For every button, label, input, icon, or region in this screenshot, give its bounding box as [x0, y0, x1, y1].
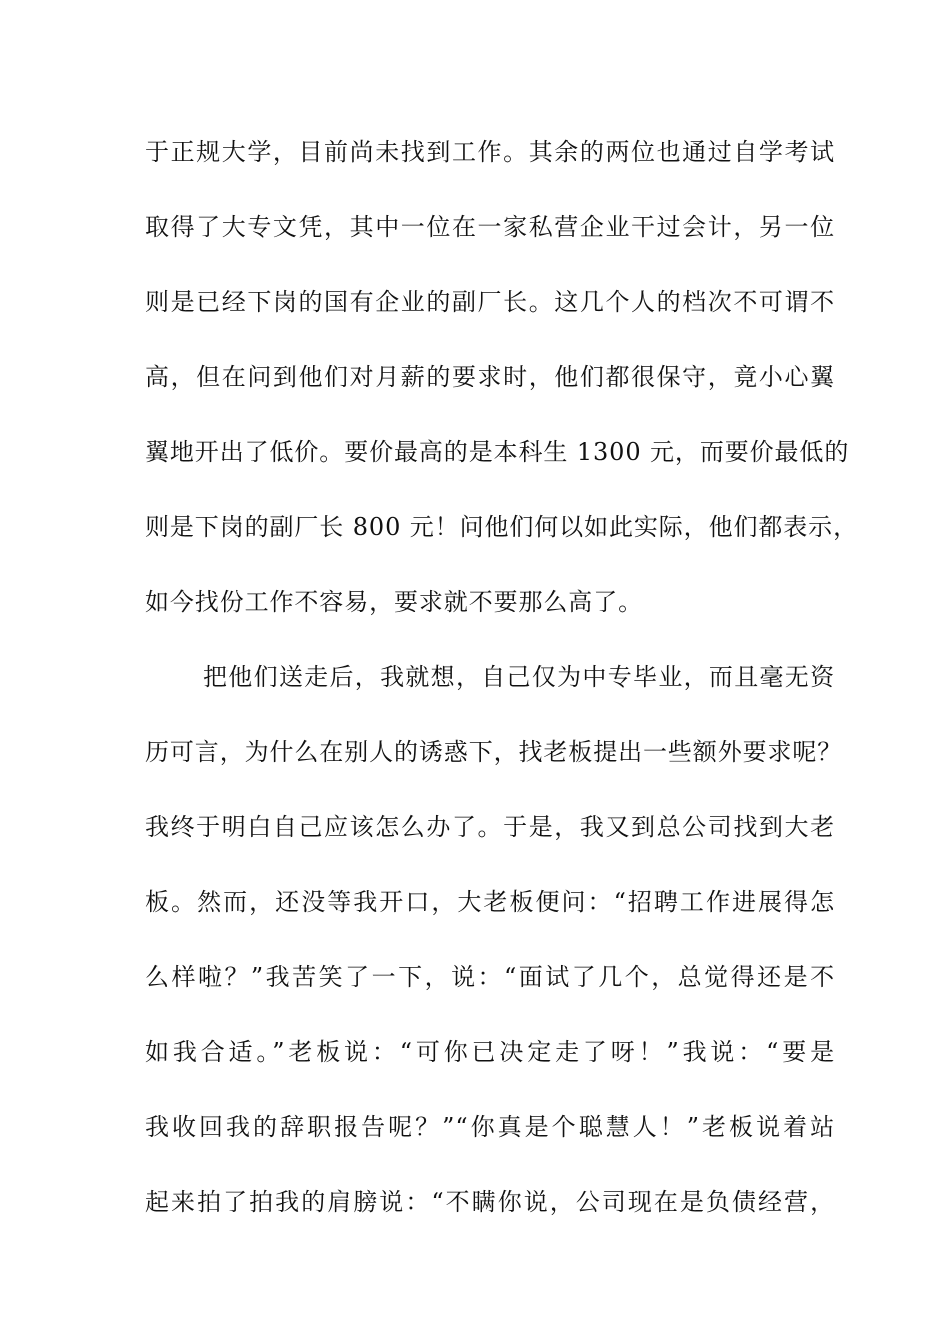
text-line-indented: 把他们送走后，我就想，自己仅为中专毕业，而且毫无资 — [203, 663, 835, 691]
text-line: 如今找份工作不容易，要求就不要那么高了。 — [145, 588, 643, 616]
text-line: 取得了大专文凭，其中一位在一家私营企业干过会计，另一位 — [145, 213, 835, 241]
text-line: 则是已经下岗的国有企业的副厂长。这几个人的档次不可谓不 — [145, 288, 835, 316]
body-text — [145, 127, 858, 1252]
text-line: 于正规大学，目前尚未找到工作。其余的两位也通过自学考试 — [145, 138, 835, 166]
text-line: 高，但在问到他们对月薪的要求时，他们都很保守，竟小心翼 — [145, 363, 835, 391]
text-line: 我终于明白自己应该怎么办了。于是，我又到总公司找到大老 — [145, 813, 835, 841]
text-line: 翼地开出了低价。要价最高的是本科生 1300 元，而要价最低的 — [145, 438, 850, 466]
text-line: 起来拍了拍我的肩膀说：“不瞒你说，公司现在是负债经营， — [145, 1188, 835, 1216]
text-line: 板。然而，还没等我开口，大老板便问：“招聘工作进展得怎 — [145, 888, 835, 916]
text-line: 如我合适。”老板说：“可你已决定走了呀！”我说：“要是 — [145, 1038, 835, 1066]
text-line: 则是下岗的副厂长 800 元！问他们何以如此实际，他们都表示， — [145, 513, 858, 541]
text-line: 我收回我的辞职报告呢？”“你真是个聪慧人！”老板说着站 — [145, 1113, 835, 1141]
text-line: 历可言，为什么在别人的诱惑下，找老板提出一些额外要求呢？ — [145, 738, 843, 766]
text-line: 么样啦？”我苦笑了一下，说：“面试了几个，总觉得还是不 — [145, 963, 835, 991]
